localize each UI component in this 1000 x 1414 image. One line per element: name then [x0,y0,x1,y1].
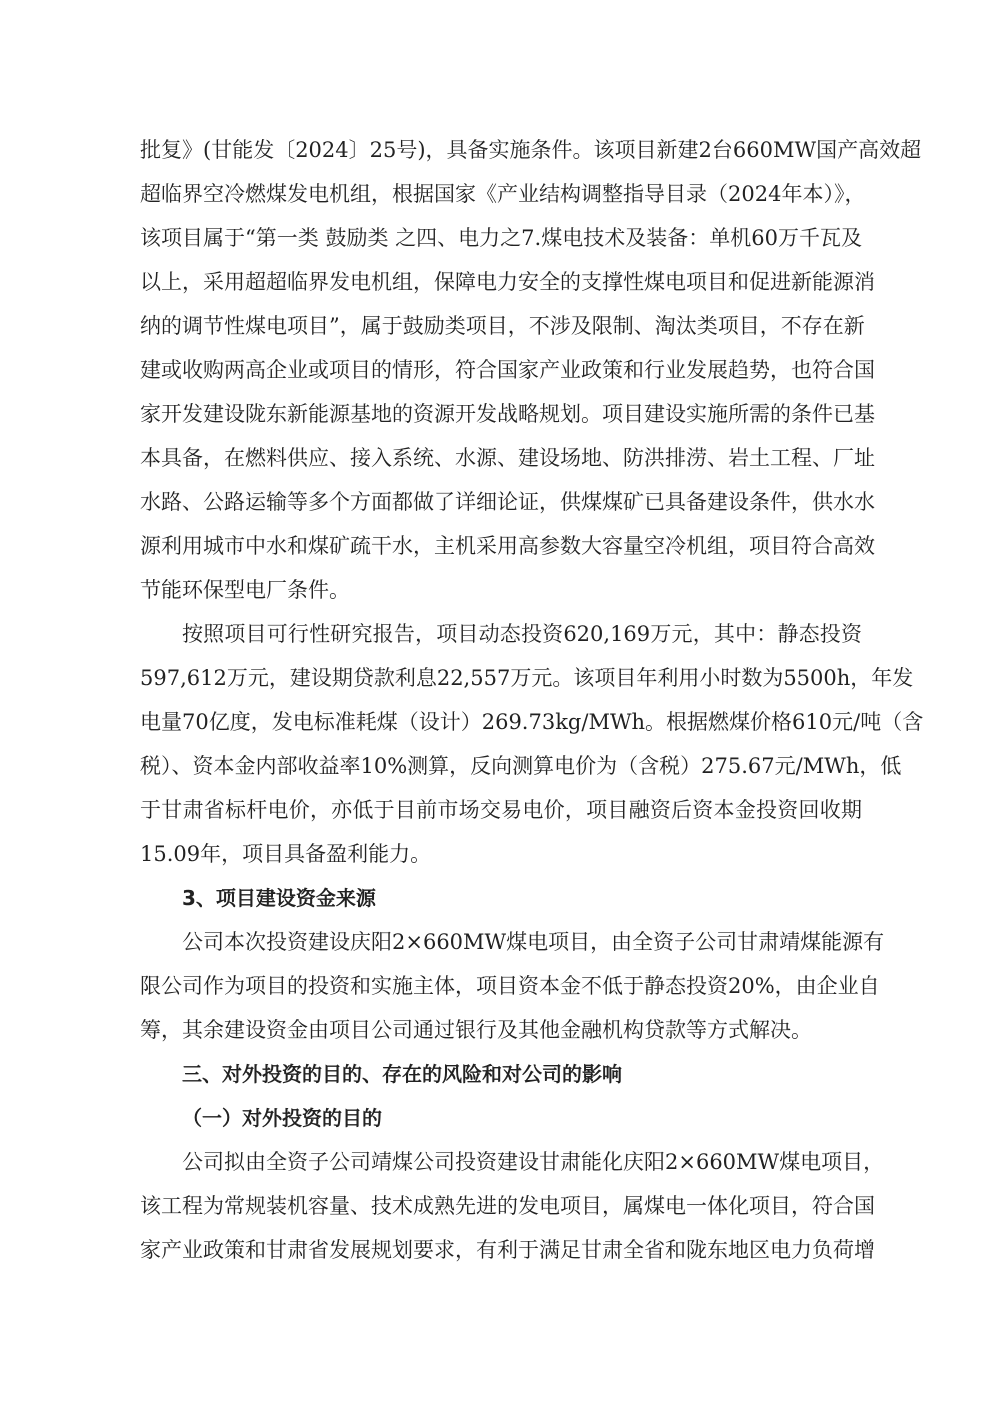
text-line: 建或收购两高企业或项目的情形，符合国家产业政策和行业发展趋势，也符合国 [140,358,875,382]
text-line: 597,612万元，建设期贷款利息22,557万元。该项目年利用小时数为5500h，年发 [140,666,914,690]
text-line: 公司本次投资建设庆阳2×660MW煤电项目，由全资子公司甘肃靖煤能源有 [182,930,885,954]
text-line: 电量70亿度，发电标准耗煤（设计）269.73kg/MWh。根据燃煤价格610元/吨（含 [140,710,924,734]
text-line: 公司拟由全资子公司靖煤公司投资建设甘肃能化庆阳2×660MW煤电项目， [182,1150,885,1174]
text-line: 税）、资本金内部收益率10%测算，反向测算电价为（含税）275.67元/MWh，低 [140,754,902,778]
text-line: 15.09年，项目具备盈利能力。 [140,842,432,866]
text-line: 按照项目可行性研究报告，项目动态投资620,169万元，其中：静态投资 [182,622,862,646]
text-line: 筹，其余建设资金由项目公司通过银行及其他金融机构贷款等方式解决。 [140,1018,812,1042]
text-line: 限公司作为项目的投资和实施主体，项目资本金不低于静态投资20%，由企业自 [140,974,880,998]
text-line: 源利用城市中水和煤矿疏干水，主机采用高参数大容量空冷机组，项目符合高效 [140,534,875,558]
text-line: 家开发建设陇东新能源基地的资源开发战略规划。项目建设实施所需的条件已基 [140,402,875,426]
text-line: 超临界空冷燃煤发电机组，根据国家《产业结构调整指导目录（2024年本）》， [140,182,866,206]
text-line: 于甘肃省标杆电价，亦低于目前市场交易电价，项目融资后资本金投资回收期 [140,798,862,822]
text-line: 批复》(甘能发〔2024〕25号)，具备实施条件。该项目新建2台660MW国产高效超 [140,138,922,162]
subsection-heading: （一）对外投资的目的 [182,1106,382,1130]
text-line: 水路、公路运输等多个方面都做了详细论证，供煤煤矿已具备建设条件，供水水 [140,490,875,514]
text-line: 纳的调节性煤电项目”，属于鼓励类项目，不涉及限制、淘汰类项目，不存在新 [140,314,865,338]
text-line: 以上，采用超超临界发电机组，保障电力安全的支撑性煤电项目和促进新能源消 [140,270,875,294]
text-line: 该项目属于“第一类 鼓励类 之四、电力之7.煤电技术及装备：单机60万千瓦及 [140,226,862,250]
section-heading: 三、对外投资的目的、存在的风险和对公司的影响 [182,1062,622,1086]
text-line: 家产业政策和甘肃省发展规划要求，有利于满足甘肃全省和陇东地区电力负荷增 [140,1238,875,1262]
text-line: 节能环保型电厂条件。 [140,578,350,602]
text-line: 本具备，在燃料供应、接入系统、水源、建设场地、防洪排涝、岩土工程、厂址 [140,446,875,470]
heading-funding-source: 3、项目建设资金来源 [182,886,376,910]
text-line: 该工程为常规装机容量、技术成熟先进的发电项目，属煤电一体化项目，符合国 [140,1194,875,1218]
